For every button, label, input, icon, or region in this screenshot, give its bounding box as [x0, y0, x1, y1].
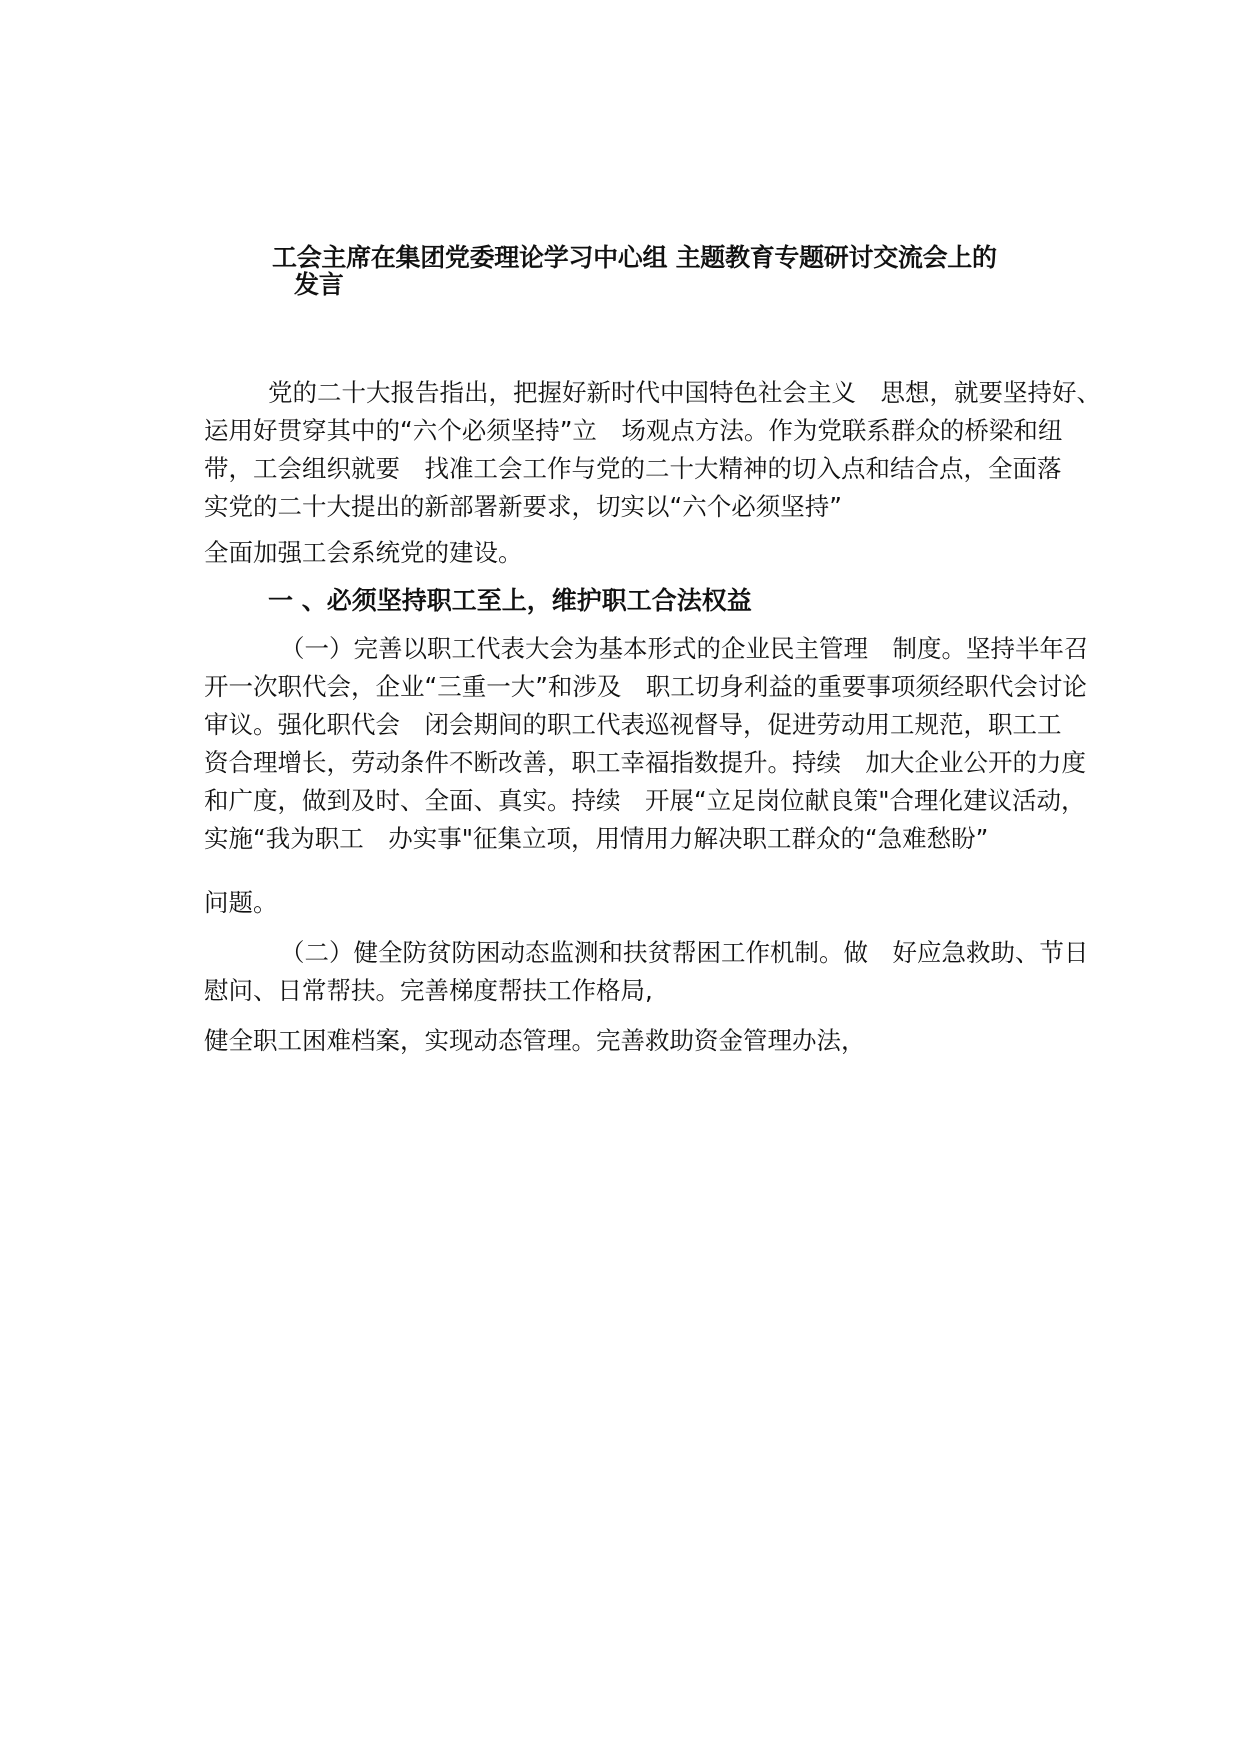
subsection-2-tail: 健全职工困难档案，实现动态管理。完善救助资金管理办法，	[204, 1026, 866, 1055]
subsection-1-tail: 问题。	[204, 888, 278, 917]
subsection-1-paragraph: （一）完善以职工代表大会为基本形式的企业民主管理 制度。坚持半年召开一次职代会，企业“三重一大”和涉及 职工切身利益的重要事项须经职代会讨论审议。强化职代会 闭会期间的职工代表巡视督导，促进劳动用工规范，职工工 资合理增长，劳动条件不断改善，职工幸福指数提升。持续 加大企业公开的力度和广度，做到及时、全面、真实。持续 开展“立足岗位献良策"合理化建议活动，实施“我为职工 办实事"征集立项，用情用力解决职工群众的“急难愁盼”	[204, 634, 1089, 853]
title-line-1: 工会主席在集团党委理论学习中心组 主题教育专题研讨交流会上的	[272, 243, 997, 272]
title-line-2: 发言	[294, 270, 344, 299]
subsection-2-paragraph: （二）健全防贫防困动态监测和扶贫帮困工作机制。做 好应急救助、节日慰问、日常帮扶。完善梯度帮扶工作格局,	[204, 938, 1089, 1005]
intro-paragraph-tail: 全面加强工会系统党的建设。	[204, 538, 523, 567]
intro-paragraph: 党的二十大报告指出，把握好新时代中国特色社会主义 思想，就要坚持好、运用好贯穿其中的“六个必须坚持”立 场观点方法。作为党联系群众的桥梁和纽带，工会组织就要 找准工会工作与党的二十大精神的切入点和结合点，全面落 实党的二十大提出的新部署新要求，切实以“六个必须坚持”	[204, 378, 1101, 521]
section-1-heading: 一 、必须坚持职工至上，维护职工合法权益	[268, 586, 752, 615]
document-title	[272, 244, 1032, 298]
